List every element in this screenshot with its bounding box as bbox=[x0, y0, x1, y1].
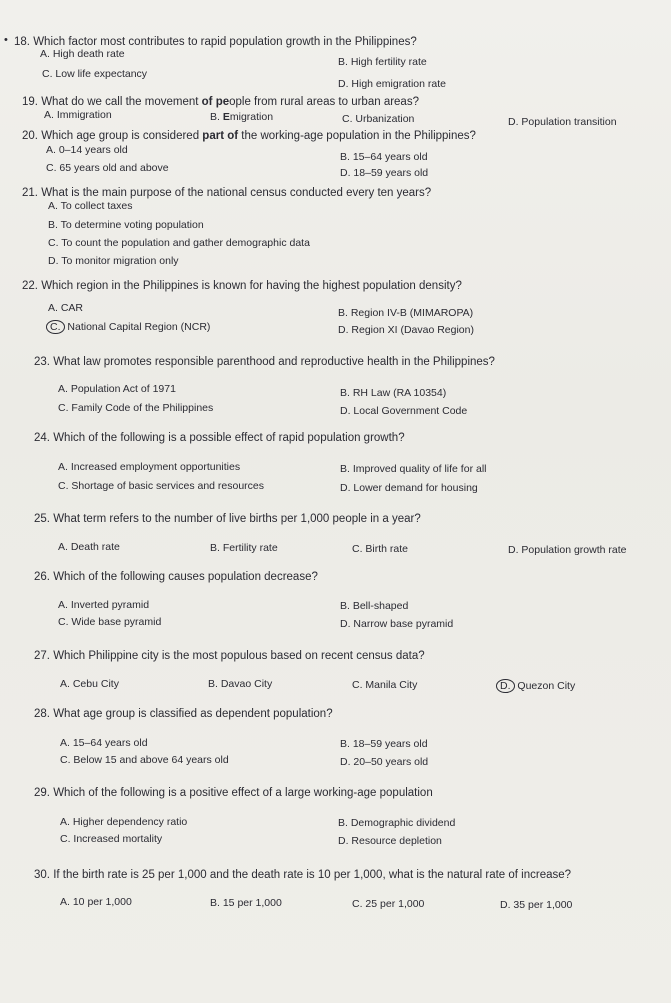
option-c: C. 25 per 1,000 bbox=[352, 898, 425, 910]
option-c: C. To count the population and gather demographic data bbox=[48, 237, 310, 249]
option-b: B. 15–64 years old bbox=[340, 151, 428, 163]
question-stem: 19. What do we call the movement of people from rural areas to urban areas? bbox=[22, 96, 419, 108]
option-c: C. Wide base pyramid bbox=[58, 616, 162, 628]
option-a: A. Inverted pyramid bbox=[58, 599, 150, 611]
option-d: D. Local Government Code bbox=[340, 405, 468, 417]
question-24 bbox=[0, 432, 671, 494]
question-stem: 18. Which factor most contributes to rapid population growth in the Philippines? bbox=[14, 36, 417, 48]
option-b: B. 15 per 1,000 bbox=[210, 897, 282, 909]
option-d: D. Narrow base pyramid bbox=[340, 618, 454, 630]
option-a: A. To collect taxes bbox=[48, 200, 133, 212]
option-a: A. 10 per 1,000 bbox=[60, 896, 132, 908]
option-d: D. 18–59 years old bbox=[340, 167, 429, 179]
question-stem: 28. What age group is classified as dependent population? bbox=[34, 708, 333, 720]
question-21 bbox=[0, 187, 671, 267]
question-stem: 25. What term refers to the number of live births per 1,000 people in a year? bbox=[34, 513, 421, 525]
option-b: B. Improved quality of life for all bbox=[340, 463, 487, 475]
answer-circle: D. bbox=[496, 679, 515, 693]
option-a: A. Death rate bbox=[58, 541, 120, 553]
option-b: B. Emigration bbox=[210, 111, 274, 123]
option-c: C. Birth rate bbox=[352, 543, 409, 555]
option-d: D. 35 per 1,000 bbox=[500, 899, 573, 911]
question-stem: 21. What is the main purpose of the national census conducted every ten years? bbox=[22, 187, 432, 199]
option-d-selected: D. Quezon City bbox=[496, 679, 575, 693]
question-stem: 29. Which of the following is a positive effect of a large working-age population bbox=[34, 787, 433, 799]
question-stem: 27. Which Philippine city is the most populous based on recent census data? bbox=[34, 650, 425, 662]
option-c: C. Shortage of basic services and resources bbox=[58, 480, 265, 492]
option-a: A. Higher dependency ratio bbox=[60, 816, 188, 828]
option-c: C. 65 years old and above bbox=[46, 162, 169, 174]
option-c-selected: C. National Capital Region (NCR) bbox=[46, 320, 210, 334]
option-b: B. Bell-shaped bbox=[340, 600, 409, 612]
question-stem: 20. Which age group is considered part of the working-age population in the Philippines? bbox=[22, 130, 476, 142]
option-d: D. High emigration rate bbox=[338, 78, 446, 90]
option-c: C. Urbanization bbox=[342, 113, 415, 125]
option-b: B. To determine voting population bbox=[48, 219, 204, 231]
question-stem: 30. If the birth rate is 25 per 1,000 and the death rate is 10 per 1,000, what is the natural rate of increase? bbox=[34, 869, 572, 881]
question-20 bbox=[0, 130, 671, 179]
question-23 bbox=[0, 356, 671, 417]
option-a: A. Cebu City bbox=[60, 678, 119, 690]
option-d: D. Resource depletion bbox=[338, 835, 442, 847]
option-b: B. Fertility rate bbox=[210, 542, 278, 554]
option-b: B. High fertility rate bbox=[338, 56, 427, 68]
option-a: A. 0–14 years old bbox=[46, 144, 128, 156]
question-stem: 23. What law promotes responsible parenthood and reproductive health in the Philippines? bbox=[34, 356, 495, 368]
option-b: B. RH Law (RA 10354) bbox=[340, 387, 447, 399]
option-a: A. Immigration bbox=[44, 109, 112, 121]
question-22 bbox=[0, 280, 671, 336]
option-a: A. 15–64 years old bbox=[60, 737, 148, 749]
answer-circle: C. bbox=[46, 320, 65, 334]
option-c: C. Low life expectancy bbox=[42, 68, 148, 80]
question-27 bbox=[0, 650, 671, 690]
question-stem: 24. Which of the following is a possible effect of rapid population growth? bbox=[34, 432, 405, 444]
option-c: C. Manila City bbox=[352, 679, 418, 691]
option-a: A. CAR bbox=[48, 302, 84, 314]
option-b: B. Davao City bbox=[208, 678, 273, 690]
question-25 bbox=[0, 513, 671, 556]
question-stem: 22. Which region in the Philippines is known for having the highest population density? bbox=[22, 280, 462, 292]
option-c: C. Family Code of the Philippines bbox=[58, 402, 214, 414]
option-d: D. Population growth rate bbox=[508, 544, 627, 556]
option-d: D. 20–50 years old bbox=[340, 756, 429, 768]
question-28 bbox=[0, 708, 671, 768]
option-a: A. Increased employment opportunities bbox=[58, 461, 241, 473]
option-a: A. Population Act of 1971 bbox=[58, 383, 176, 395]
question-26 bbox=[0, 571, 671, 630]
question-29 bbox=[0, 787, 671, 847]
option-c: C. Below 15 and above 64 years old bbox=[60, 754, 229, 766]
option-b: B. Region IV-B (MIMAROPA) bbox=[338, 307, 474, 319]
question-stem: 26. Which of the following causes population decrease? bbox=[34, 571, 318, 583]
option-b: B. 18–59 years old bbox=[340, 738, 428, 750]
option-d: D. Population transition bbox=[508, 116, 617, 128]
question-30 bbox=[0, 869, 671, 909]
option-d: D. Region XI (Davao Region) bbox=[338, 324, 474, 336]
bullet-mark: • bbox=[4, 34, 8, 46]
option-d: D. To monitor migration only bbox=[48, 255, 179, 267]
option-b: B. Demographic dividend bbox=[338, 817, 456, 829]
question-18 bbox=[0, 34, 671, 90]
option-d: D. Lower demand for housing bbox=[340, 482, 478, 494]
option-a: A. High death rate bbox=[40, 48, 125, 60]
option-c: C. Increased mortality bbox=[60, 833, 163, 845]
